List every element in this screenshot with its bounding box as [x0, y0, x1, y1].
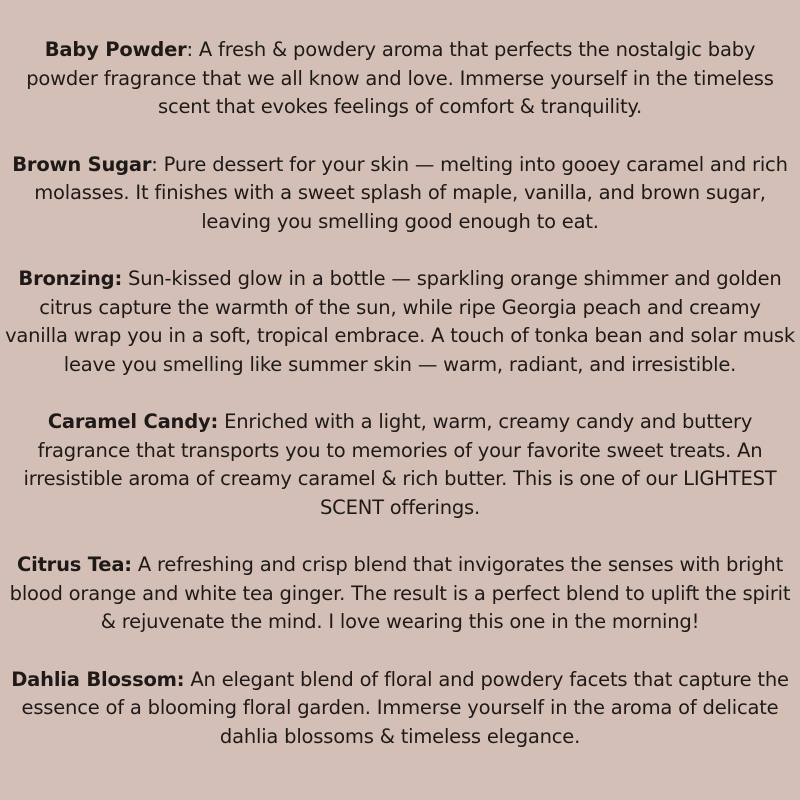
scent-description: A refreshing and crisp blend that invigorates the senses with bright blood orange and white tea ginger. The result is a perfect blend to uplift the spirit & rejuvenate the mind. I love wearing this one in the morning! [9, 553, 791, 633]
scent-entry-citrus-tea [5, 551, 795, 637]
scent-description: Sun-kissed glow in a bottle — sparkling orange shimmer and golden citrus capture the warmth of the sun, while ripe Georgia peach and creamy vanilla wrap you in a soft, tropical embrace. A touch of tonka bean and solar musk leave you smelling like summer skin — warm, radiant, and irresistible. [5, 267, 795, 376]
scent-name: Brown Sugar [12, 152, 152, 176]
scent-description: A fresh & powdery aroma that perfects the nostalgic baby powder fragrance that we all know and love. Immerse yourself in the timeless scent that evokes feelings of comfort & tranquility. [26, 38, 774, 118]
scent-name: Bronzing: [18, 267, 123, 290]
scent-separator: : [186, 38, 193, 61]
scent-name: Caramel Candy: [47, 410, 219, 433]
scent-entry-bronzing [5, 265, 795, 379]
scent-entry-caramel-candy [5, 408, 795, 522]
scent-description: Pure dessert for your skin — melting into gooey caramel and rich molasses. It finishes with a sweet splash of maple, vanilla, and brown sugar, leaving you smelling good enough to eat. [34, 152, 788, 233]
scent-name: Dahlia Blossom: [11, 667, 185, 691]
scent-description: Enriched with a light, warm, creamy candy and buttery fragrance that transports you to memories of your favorite sweet treats. An irresistible aroma of creamy caramel & rich butter. This is one of our LIGHTEST SCENT offerings. [23, 410, 777, 519]
scent-name: Citrus Tea: [16, 553, 132, 576]
scent-entry-brown-sugar [5, 151, 795, 237]
scent-separator: : [151, 152, 158, 176]
scent-entry-dahlia-blossom [1, 666, 799, 752]
scent-name: Baby Powder [44, 38, 187, 61]
scent-entry-baby-powder [15, 36, 785, 122]
scent-description: An elegant blend of floral and powdery facets that capture the essence of a blooming floral garden. Immerse yourself in the aroma of delicate dahlia blossoms & timeless elegance. [21, 667, 789, 748]
